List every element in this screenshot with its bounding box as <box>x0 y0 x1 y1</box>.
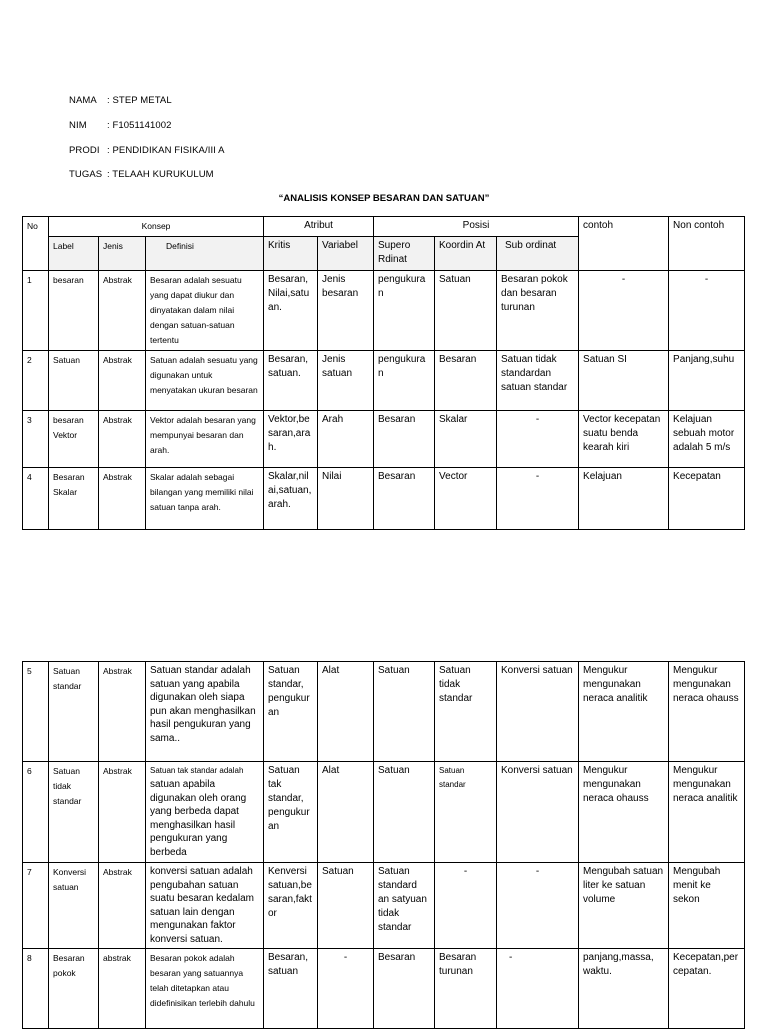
row-non-contoh: Kecepatan <box>669 468 745 530</box>
row-supero: Besaran <box>374 468 435 530</box>
row-subordinat: Konversi satuan <box>497 662 579 762</box>
row-definisi: Satuan standar adalah satuan yang apabila digunakan oleh siapa pun akan menghasilkan hasil pengukuran yang sama.. <box>146 662 264 762</box>
row-non-contoh: Mengukur mengunakan neraca ohauss <box>669 662 745 762</box>
row-jenis: Abstrak <box>99 351 146 411</box>
row-contoh: Mengukur mengunakan neraca analitik <box>579 662 669 762</box>
row-supero: Besaran <box>374 411 435 468</box>
row-contoh: Mengubah satuan liter ke satuan volume <box>579 863 669 949</box>
definisi-part-b: satuan apabila digunakan oleh orang yang berbeda dapat menghasilkan hasil pengukuran yang berbeda <box>150 779 247 858</box>
row-no: 8 <box>23 949 49 1029</box>
row-variabel: Nilai <box>318 468 374 530</box>
header-non-contoh: Non contoh <box>669 217 745 271</box>
row-supero: pengukuran <box>374 351 435 411</box>
table-row <box>23 762 745 863</box>
row-contoh: Kelajuan <box>579 468 669 530</box>
row-non-contoh: Mengubah menit ke sekon <box>669 863 745 949</box>
row-variabel: Alat <box>318 662 374 762</box>
table-row <box>23 863 745 949</box>
header-tugas <box>69 169 214 180</box>
nama-value: : STEP METAL <box>107 95 172 106</box>
document-title: “ANALISIS KONSEP BESARAN DAN SATUAN” <box>278 193 490 204</box>
header-jenis: Jenis <box>99 237 146 271</box>
row-contoh: - <box>579 271 669 351</box>
row-koordinat: Satuan tidak standar <box>435 662 497 762</box>
row-kritis: Skalar,nilai,satuan,arah. <box>264 468 318 530</box>
row-koordinat: Besaran turunan <box>435 949 497 1029</box>
row-koordinat: Besaran <box>435 351 497 411</box>
row-non-contoh: Kecepatan,percepatan. <box>669 949 745 1029</box>
table-row <box>23 949 745 1029</box>
row-supero: Satuan standard an satyuan tidak standar <box>374 863 435 949</box>
row-no: 7 <box>23 863 49 949</box>
prodi-value: : PENDIDIKAN FISIKA/III A <box>107 145 225 156</box>
header-nama <box>69 95 172 106</box>
row-supero: Satuan <box>374 762 435 863</box>
row-jenis: Abstrak <box>99 411 146 468</box>
row-variabel: Jenis besaran <box>318 271 374 351</box>
row-jenis: Abstrak <box>99 271 146 351</box>
row-koordinat: - <box>435 863 497 949</box>
row-kritis: Satuan standar, pengukuran <box>264 662 318 762</box>
row-label: Satuan <box>49 351 99 411</box>
table-row <box>23 662 745 762</box>
row-subordinat: - <box>497 863 579 949</box>
row-no: 2 <box>23 351 49 411</box>
header-konsep: Konsep <box>49 217 264 237</box>
row-jenis: Abstrak <box>99 762 146 863</box>
row-subordinat: Satuan tidak standardan satuan standar <box>497 351 579 411</box>
row-kritis: Vektor,besaran,arah. <box>264 411 318 468</box>
table-row <box>23 411 745 468</box>
row-label: Besaran Skalar <box>49 468 99 530</box>
row-label: besaran <box>49 271 99 351</box>
nama-label: NAMA <box>69 95 97 106</box>
concept-table-continued <box>22 661 745 1029</box>
row-koordinat: Satuan <box>435 271 497 351</box>
row-koordinat: Satuan standar <box>435 762 497 863</box>
row-label: Besaran pokok <box>49 949 99 1029</box>
row-supero: pengukuran <box>374 271 435 351</box>
table-header-row <box>23 217 745 237</box>
row-definisi: Besaran pokok adalah besaran yang satuannya telah ditetapkan atau didefinisikan terlebih dahulu <box>146 949 264 1029</box>
prodi-label: PRODI <box>69 145 100 156</box>
row-kritis: Kenversi satuan,besaran,faktor <box>264 863 318 949</box>
row-contoh: Mengukur mengunakan neraca ohauss <box>579 762 669 863</box>
header-label: Label <box>49 237 99 271</box>
row-definisi: Besaran adalah sesuatu yang dapat diukur dan dinyatakan dalam nilai dengan satuan-satuan tertentu <box>146 271 264 351</box>
row-jenis: Abstrak <box>99 662 146 762</box>
row-variabel: Alat <box>318 762 374 863</box>
row-subordinat: Besaran pokok dan besaran turunan <box>497 271 579 351</box>
header-atribut: Atribut <box>264 217 374 237</box>
tugas-value: : TELAAH KURUKULUM <box>107 169 214 180</box>
row-label: Satuan standar <box>49 662 99 762</box>
header-nim <box>69 120 172 131</box>
row-jenis: Abstrak <box>99 468 146 530</box>
row-subordinat: - <box>497 411 579 468</box>
row-variabel: Jenis satuan <box>318 351 374 411</box>
row-non-contoh: - <box>669 271 745 351</box>
row-supero: Besaran <box>374 949 435 1029</box>
row-kritis: Besaran, Nilai,satuan. <box>264 271 318 351</box>
row-jenis: abstrak <box>99 949 146 1029</box>
header-kritis: Kritis <box>264 237 318 271</box>
header-contoh: contoh <box>579 217 669 271</box>
row-subordinat: - <box>497 468 579 530</box>
row-koordinat: Skalar <box>435 411 497 468</box>
row-contoh: panjang,massa, waktu. <box>579 949 669 1029</box>
row-label: Satuan tidak standar <box>49 762 99 863</box>
header-posisi: Posisi <box>374 217 579 237</box>
header-no: No <box>23 217 49 271</box>
header-subordinat: Sub ordinat <box>497 237 579 271</box>
row-definisi: Satuan adalah sesuatu yang digunakan untuk menyatakan ukuran besaran <box>146 351 264 411</box>
header-koordinat: Koordin At <box>435 237 497 271</box>
row-definisi: Skalar adalah sebagai bilangan yang memiliki nilai satuan tanpa arah. <box>146 468 264 530</box>
table-row <box>23 271 745 351</box>
row-jenis: Abstrak <box>99 863 146 949</box>
row-subordinat: Konversi satuan <box>497 762 579 863</box>
table-row <box>23 351 745 411</box>
row-kritis: Satuan tak standar, pengukuran <box>264 762 318 863</box>
header-supero: Supero Rdinat <box>374 237 435 271</box>
row-supero: Satuan <box>374 662 435 762</box>
row-kritis: Besaran, satuan. <box>264 351 318 411</box>
row-no: 3 <box>23 411 49 468</box>
nim-value: : F1051141002 <box>107 120 172 131</box>
header-prodi <box>69 145 225 156</box>
header-variabel: Variabel <box>318 237 374 271</box>
row-contoh: Satuan SI <box>579 351 669 411</box>
row-non-contoh: Mengukur mengunakan neraca analitik <box>669 762 745 863</box>
row-definisi: konversi satuan adalah pengubahan satuan suatu besaran kedalam satuan lain dengan mengunakan faktor konversi satuan. <box>146 863 264 949</box>
concept-table <box>22 216 745 530</box>
row-subordinat: - <box>497 949 579 1029</box>
row-kritis: Besaran, satuan <box>264 949 318 1029</box>
row-variabel: - <box>318 949 374 1029</box>
tugas-label: TUGAS <box>69 169 103 180</box>
row-no: 1 <box>23 271 49 351</box>
row-no: 5 <box>23 662 49 762</box>
definisi-part-a: Satuan tak standar adalah <box>150 766 244 775</box>
row-variabel: Arah <box>318 411 374 468</box>
row-label: besaran Vektor <box>49 411 99 468</box>
row-definisi: Vektor adalah besaran yang mempunyai besaran dan arah. <box>146 411 264 468</box>
row-no: 6 <box>23 762 49 863</box>
row-contoh: Vector kecepatan suatu benda kearah kiri <box>579 411 669 468</box>
row-variabel: Satuan <box>318 863 374 949</box>
row-label: Konversi satuan <box>49 863 99 949</box>
row-definisi <box>146 762 264 863</box>
row-koordinat: Vector <box>435 468 497 530</box>
nim-label: NIM <box>69 120 87 131</box>
table-row <box>23 468 745 530</box>
row-non-contoh: Kelajuan sebuah motor adalah 5 m/s <box>669 411 745 468</box>
row-no: 4 <box>23 468 49 530</box>
row-non-contoh: Panjang,suhu <box>669 351 745 411</box>
header-definisi: Definisi <box>146 237 264 271</box>
